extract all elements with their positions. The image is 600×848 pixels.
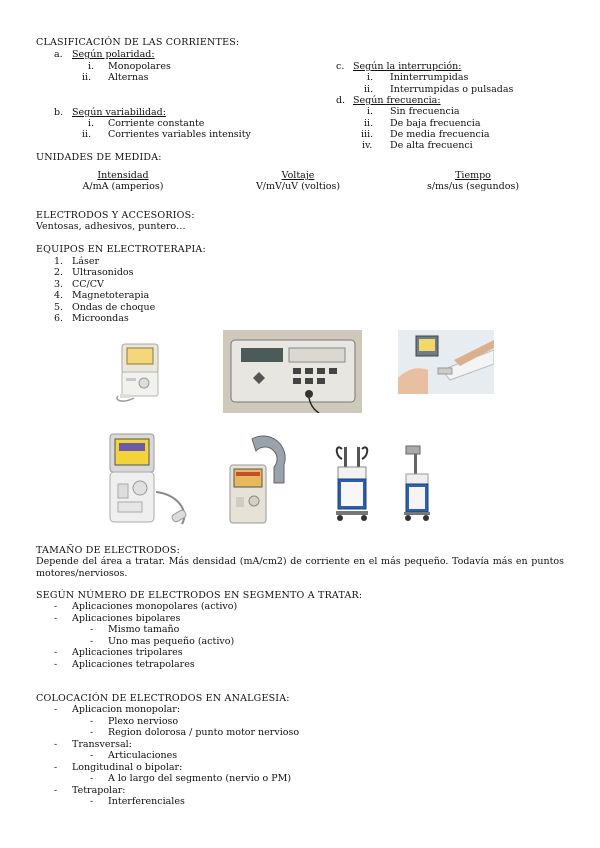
unit-value: V/mV/uV (voltios)	[255, 181, 341, 192]
group-d-item: De media frecuencia	[390, 129, 490, 140]
numero-subitem: Uno mas pequeño (activo)	[108, 636, 235, 647]
equipo-item: Microondas	[72, 313, 129, 324]
equipos-title: EQUIPOS EN ELECTROTERAPIA:	[36, 244, 206, 255]
tamano-text: Depende del área a tratar. Más densidad (mA/cm2) de corriente en el más pequeño. Todavía más en puntos motores/nerviosos.	[36, 556, 564, 579]
group-d-num: ii.	[364, 118, 374, 129]
colocacion-subitem: Interferenciales	[108, 796, 185, 807]
equipo-item: Magnetoterapia	[72, 290, 150, 301]
numero-title: SEGÚN NÚMERO DE ELECTRODOS EN SEGMENTO A TRATAR:	[36, 590, 363, 601]
ultrasound-treatment-image	[398, 330, 494, 394]
unit-value: s/ms/us (segundos)	[426, 181, 520, 192]
group-b-item: Corrientes variables intensity	[108, 129, 251, 140]
group-c-item: Interrumpidas o pulsadas	[390, 84, 514, 95]
group-b-num: ii.	[82, 129, 92, 140]
electrotherapy-panel-image	[223, 330, 362, 413]
group-c-num: i.	[367, 72, 374, 83]
group-d-item: Sin frecuencia	[390, 106, 460, 117]
group-a-num: ii.	[82, 72, 92, 83]
numero-item: Aplicaciones tripolares	[72, 647, 183, 658]
equipo-item: Ondas de choque	[72, 302, 156, 313]
group-b-letter: b.	[54, 107, 64, 118]
bullet: -	[54, 659, 58, 670]
bullet: -	[54, 785, 58, 796]
bullet: -	[54, 739, 58, 750]
colocacion-item: Transversal:	[72, 739, 132, 750]
group-a-num: i.	[88, 61, 95, 72]
unit-value: A/mA (amperios)	[82, 181, 164, 192]
colocacion-subitem: Plexo nervioso	[108, 716, 179, 727]
colocacion-subitem: Articulaciones	[108, 750, 178, 761]
unit-head: Voltaje	[281, 170, 315, 181]
group-d-num: i.	[367, 106, 374, 117]
equipo-num: 5.	[54, 302, 64, 313]
group-d-item: De alta frecuenci	[390, 140, 473, 151]
magnetotherapy-device-image	[226, 435, 288, 527]
group-d-item: De baja frecuencia	[390, 118, 481, 129]
bullet: -	[90, 716, 94, 727]
group-a-letter: a.	[54, 49, 63, 60]
group-b-num: i.	[88, 118, 95, 129]
group-c-item: Ininterrumpidas	[390, 72, 469, 83]
equipo-item: Ultrasonidos	[72, 267, 134, 278]
unit-head: Tiempo	[455, 170, 491, 181]
laser-device-image	[112, 340, 168, 406]
colocacion-title: COLOCACIÓN DE ELECTRODOS EN ANALGESIA:	[36, 693, 290, 704]
electrodos-title: ELECTRODOS Y ACCESORIOS:	[36, 210, 195, 221]
equipo-num: 6.	[54, 313, 64, 324]
microwave-device-image	[400, 444, 434, 522]
numero-item: Aplicaciones tetrapolares	[72, 659, 195, 670]
group-b-item: Corriente constante	[108, 118, 205, 129]
tamano-title: TAMAÑO DE ELECTRODOS:	[36, 545, 180, 556]
group-c-letter: c.	[336, 61, 345, 72]
bullet: -	[90, 773, 94, 784]
group-c-num: ii.	[364, 84, 374, 95]
bullet: -	[90, 727, 94, 738]
unidades-title: UNIDADES DE MEDIDA:	[36, 152, 162, 163]
equipo-num: 2.	[54, 267, 64, 278]
group-a-item: Monopolares	[108, 61, 171, 72]
unit-head: Intensidad	[97, 170, 149, 181]
colocacion-subitem: Region dolorosa / punto motor nervioso	[108, 727, 300, 738]
group-c-label: Según la interrupción:	[353, 61, 462, 72]
bullet: -	[54, 647, 58, 658]
bullet: -	[90, 750, 94, 761]
electrodos-text: Ventosas, adhesivos, puntero…	[36, 221, 186, 232]
bullet: -	[54, 704, 58, 715]
numero-item: Aplicaciones bipolares	[72, 613, 181, 624]
equipo-num: 3.	[54, 279, 64, 290]
equipo-num: 1.	[54, 256, 64, 267]
group-a-label: Según polaridad:	[72, 49, 155, 60]
clasificacion-title: CLASIFICACIÓN DE LAS CORRIENTES:	[36, 37, 240, 48]
colocacion-item: Longitudinal o bipolar:	[72, 762, 183, 773]
group-d-label: Según frecuencia:	[353, 95, 441, 106]
colocacion-item: Tetrapolar:	[72, 785, 126, 796]
equipo-item: CC/CV	[72, 279, 104, 290]
numero-item: Aplicaciones monopolares (activo)	[72, 601, 238, 612]
colocacion-item: Aplicacion monopolar:	[72, 704, 181, 715]
group-d-num: iv.	[362, 140, 373, 151]
equipo-item: Láser	[72, 256, 100, 267]
bullet: -	[54, 762, 58, 773]
ultrasound-device-image	[106, 432, 194, 527]
group-d-letter: d.	[336, 95, 346, 106]
bullet: -	[90, 624, 94, 635]
bullet: -	[90, 796, 94, 807]
shockwave-device-image	[332, 441, 372, 522]
bullet: -	[90, 636, 94, 647]
group-a-item: Alternas	[108, 72, 149, 83]
bullet: -	[54, 613, 58, 624]
equipo-num: 4.	[54, 290, 64, 301]
numero-subitem: Mismo tamaño	[108, 624, 180, 635]
bullet: -	[54, 601, 58, 612]
colocacion-subitem: A lo largo del segmento (nervio o PM)	[108, 773, 292, 784]
group-d-num: iii.	[361, 129, 374, 140]
group-b-label: Según variabilidad:	[72, 107, 166, 118]
